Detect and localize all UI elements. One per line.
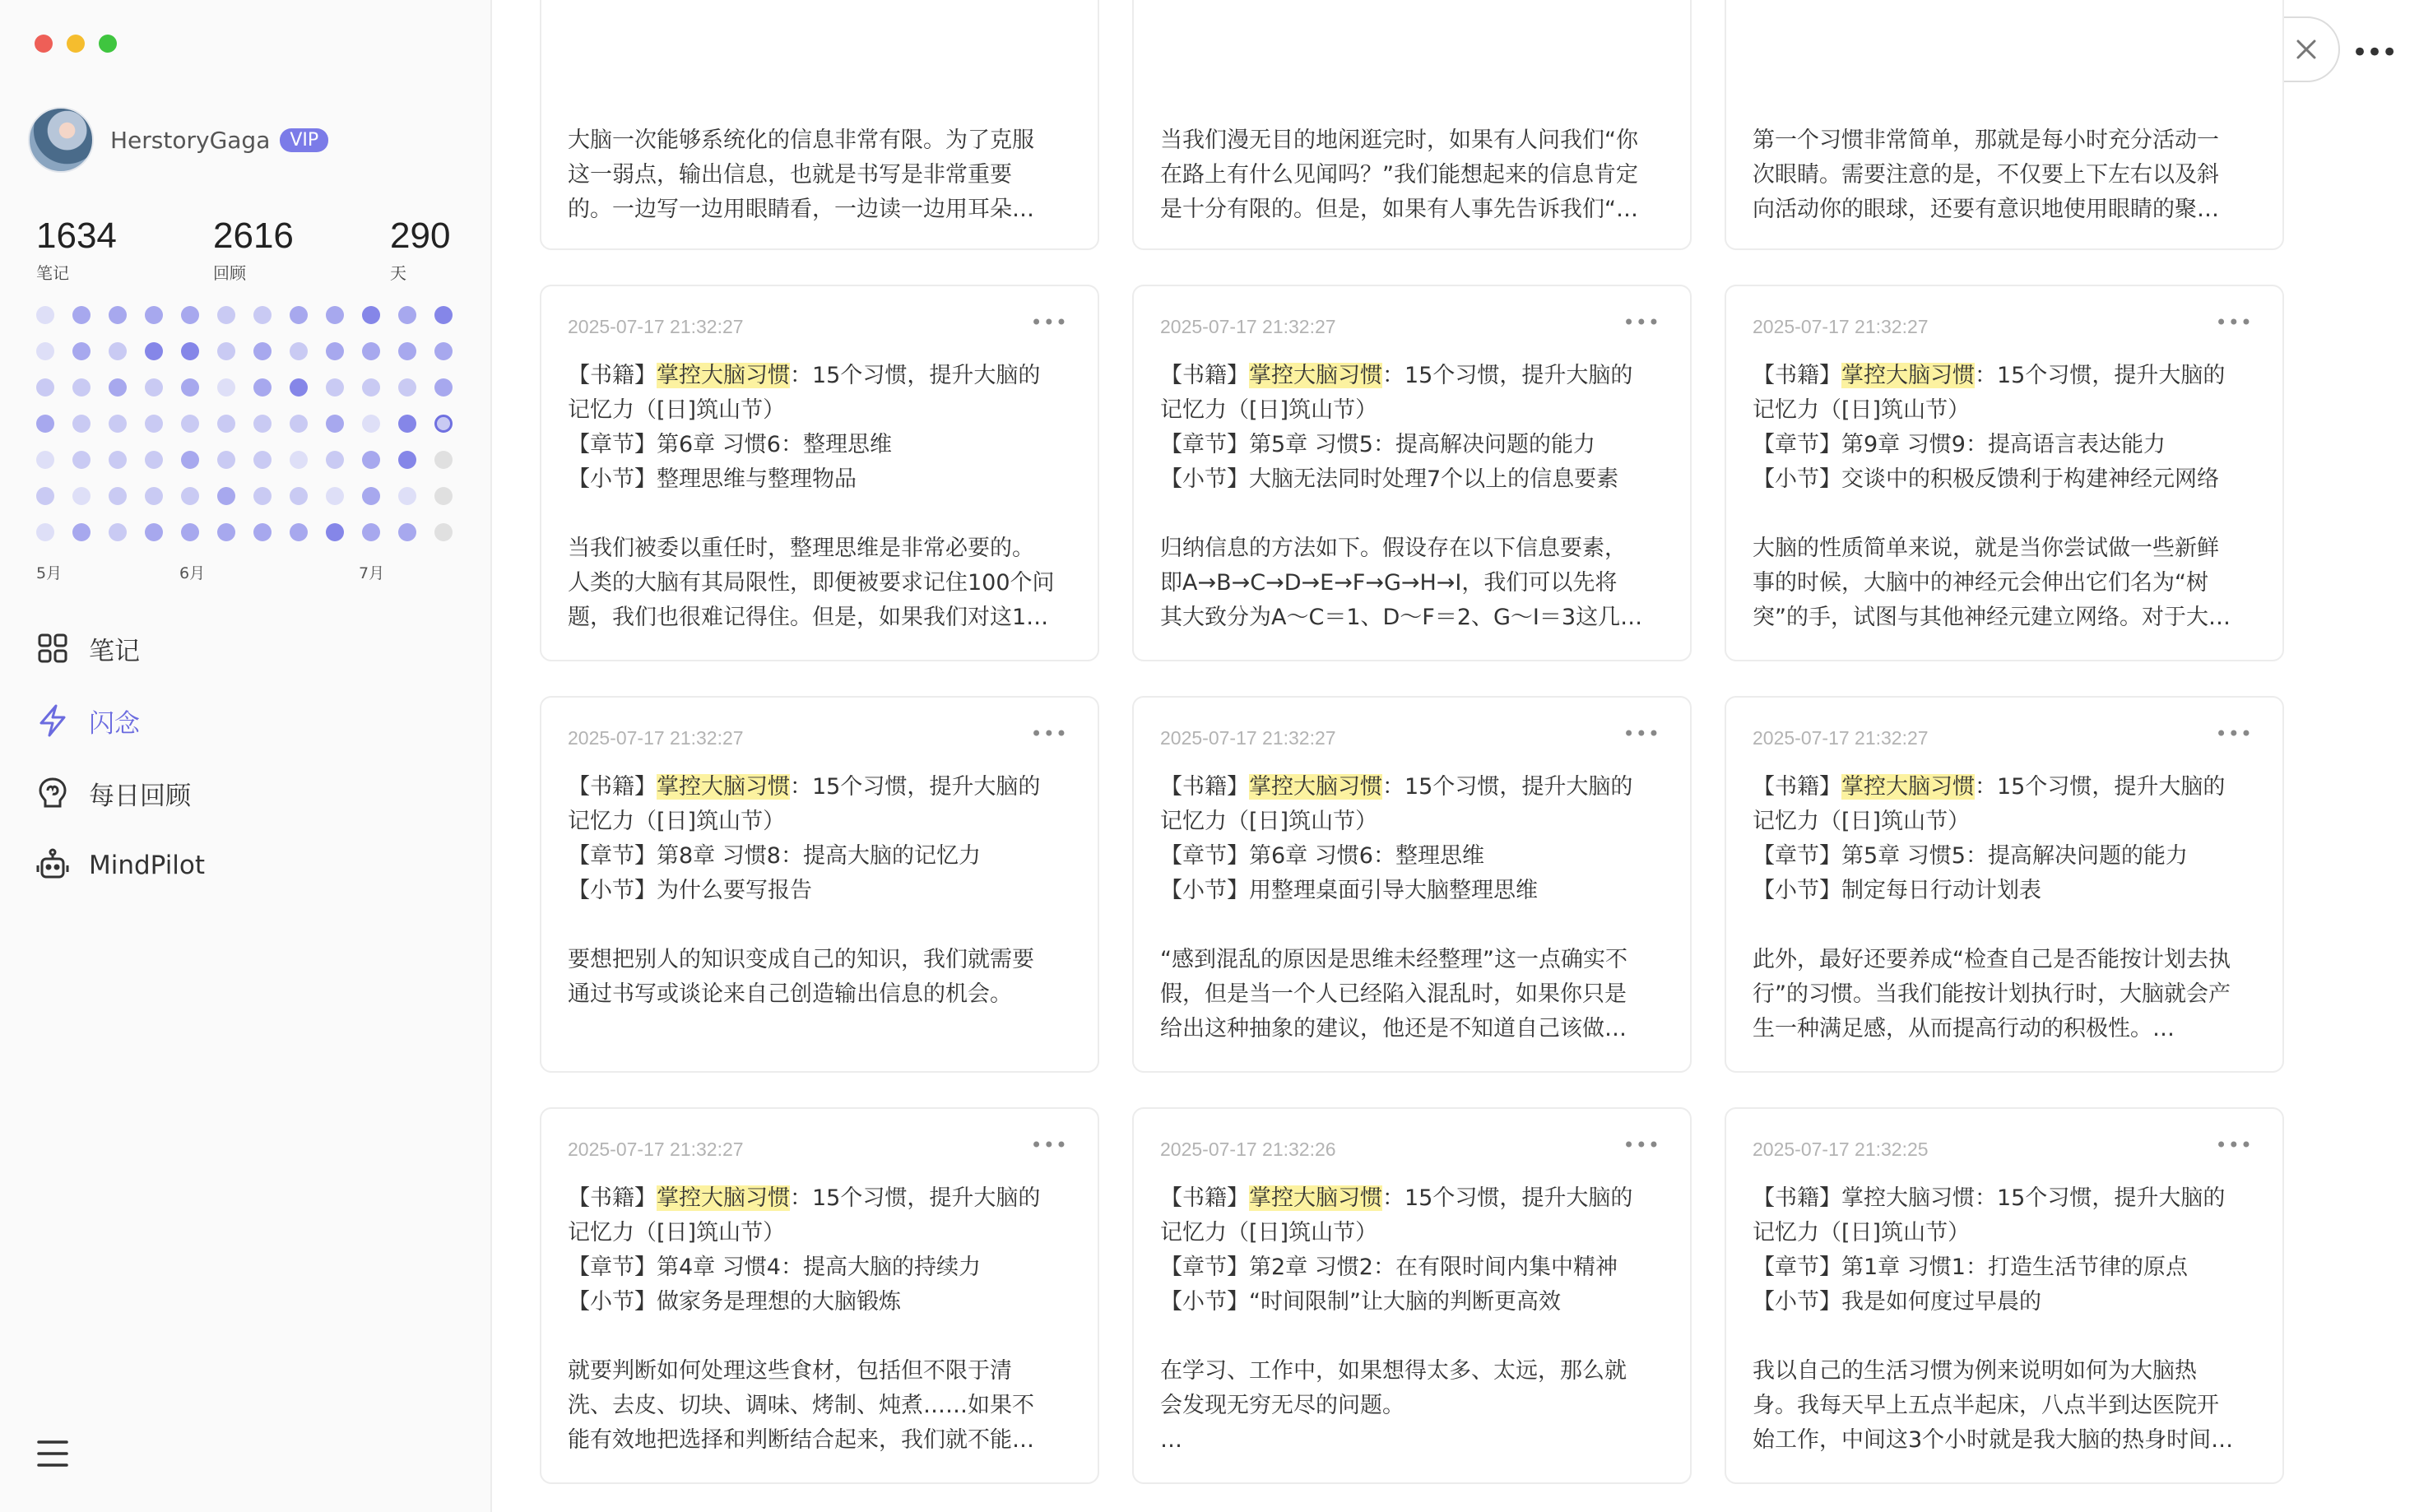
note-body [1160,359,1670,635]
heatmap-cell[interactable] [145,523,163,541]
card-more-icon[interactable]: ••• [1623,1134,1660,1157]
note-chapter-line: 【章节】第5章 习惯5：提高解决问题的能力 [1753,843,2188,869]
card-more-icon[interactable]: ••• [2215,722,2253,745]
heatmap-cell[interactable] [290,451,308,469]
note-text-line: 会发现无穷无尽的问题。 [1160,1393,1405,1418]
heatmap-cell[interactable] [145,415,163,433]
note-book-line2-line: 记忆力（[日]筑山节） [1753,809,1971,834]
sidebar-item-label: MindPilot [89,851,206,880]
heatmap-cell[interactable] [326,342,344,360]
note-book-line2-line: 记忆力（[日]筑山节） [568,1220,786,1245]
note-section-line: 【小节】我是如何度过早晨的 [1753,1289,2041,1315]
heatmap-cell[interactable] [72,523,91,541]
note-section-line: 【小节】“时间限制”让大脑的判断更高效 [1160,1289,1561,1315]
note-text-line: 通过书写或谈论来自己创造输出信息的机会。 [568,981,1012,1007]
sidebar-item-label: 每日回顾 [89,781,191,811]
heatmap-cell[interactable] [217,306,235,324]
note-text-line: 这一弱点，输出信息，也就是书写是非常重要 [568,162,1012,188]
note-text-line: 此外，最好还要养成“检查自己是否能按计划去执 [1753,947,2231,972]
heatmap-cell[interactable] [434,487,453,505]
heatmap-cell[interactable] [398,306,416,324]
user-profile[interactable] [28,107,328,173]
heatmap-cell[interactable] [398,342,416,360]
sidebar-nav [35,612,205,902]
stats-panel [36,216,464,290]
note-card[interactable] [1725,285,2284,661]
paragraph-gap [1160,1320,1670,1354]
paragraph-gap [568,908,1078,943]
note-chapter-line: 【章节】第5章 习惯5：提高解决问题的能力 [1160,432,1595,457]
heatmap-cell[interactable] [109,415,127,433]
activity-heatmap [36,306,464,553]
lightning-icon [35,703,71,739]
note-text-line: 假，但是当一个人已经陷入混乱时，如果你只是 [1160,981,1627,1007]
heatmap-cell[interactable] [290,415,308,433]
minimize-window-button[interactable] [67,35,85,53]
close-window-button[interactable] [35,35,53,53]
stat-value: 1634 [36,216,117,256]
note-body [1160,123,1670,227]
note-chapter-line: 【章节】第2章 习惯2：在有限时间内集中精神 [1160,1255,1618,1280]
note-chapter-line: 【章节】第8章 习惯8：提高大脑的记忆力 [568,843,981,869]
paragraph-gap [1160,908,1670,943]
heatmap-cell[interactable] [181,306,199,324]
heatmap-cell[interactable] [326,415,344,433]
note-chapter-line: 【章节】第6章 习惯6：整理思维 [568,432,892,457]
note-timestamp: 2025-07-17 21:32:25 [1753,1139,1929,1160]
note-body [1753,123,2263,227]
book-prefix: 【书籍】 [1160,774,1249,800]
heatmap-cell[interactable] [217,451,235,469]
book-title-rest: ：15个习惯，提升大脑的 [1382,774,1633,800]
heatmap-cell[interactable] [290,487,308,505]
main-content [494,0,2419,1512]
heatmap-cell[interactable] [36,342,54,360]
note-timestamp: 2025-07-17 21:32:26 [1160,1139,1336,1160]
note-card[interactable] [1132,1107,1692,1484]
heatmap-cell[interactable] [72,451,91,469]
heatmap-cell[interactable] [253,306,272,324]
heatmap-cell[interactable] [109,487,127,505]
note-book-line [1160,1181,1670,1216]
menu-icon[interactable] [36,1438,69,1469]
note-card[interactable] [1132,285,1692,661]
note-card[interactable] [540,285,1099,661]
heatmap-cell[interactable] [434,306,453,324]
note-chapter-line: 【章节】第6章 习惯6：整理思维 [1160,843,1484,869]
note-book-line [568,1181,1078,1216]
heatmap-cell[interactable] [72,378,91,397]
note-book-line2-line: 记忆力（[日]筑山节） [568,809,786,834]
heatmap-cell[interactable] [181,487,199,505]
heatmap-cell[interactable] [290,306,308,324]
note-section-line: 【小节】做家务是理想的大脑锻炼 [568,1289,901,1315]
heatmap-cell[interactable] [36,451,54,469]
heatmap-cell[interactable] [434,378,453,397]
note-text-line: 行”的习惯。当我们能按计划执行时，大脑就会产 [1753,981,2231,1007]
note-timestamp: 2025-07-17 21:32:27 [568,1139,744,1160]
heatmap-cell[interactable] [72,415,91,433]
note-card[interactable] [1725,1107,2284,1484]
heatmap-cell[interactable] [326,487,344,505]
note-text-line: 第一个习惯非常简单，那就是每小时充分活动一 [1753,128,2219,153]
note-text-line: 题，我们也很难记得住。但是，如果我们对这1… [568,605,1049,630]
heatmap-cell[interactable] [181,378,199,397]
heatmap-cell[interactable] [145,451,163,469]
note-text-line: 始工作，中间这3个小时就是我大脑的热身时间… [1753,1427,2234,1453]
note-body [1753,770,2263,1046]
heatmap-cell[interactable] [181,415,199,433]
heatmap-cell[interactable] [109,523,127,541]
stat-label: 笔记 [36,263,69,283]
paragraph-gap [568,497,1078,531]
book-prefix: 【书籍】掌控大脑习惯：15个习惯，提升大脑的 [1753,1185,2226,1211]
note-text-line: 就要判断如何处理这些食材，包括但不限于清 [568,1358,1012,1384]
note-text-line: 即A→B→C→D→E→F→G→H→I，我们可以先将 [1160,570,1618,596]
note-book-line2-line: 记忆力（[日]筑山节） [1753,397,1971,423]
book-prefix: 【书籍】 [568,1185,657,1211]
note-text-line: 给出这种抽象的建议，他还是不知道自己该做… [1160,1016,1627,1041]
stat-notes [36,216,117,284]
paragraph-gap [1753,1320,2263,1354]
note-body [1160,770,1670,1046]
note-card[interactable] [540,1107,1099,1484]
note-book-line [1753,770,2263,805]
clear-search-icon[interactable] [2294,37,2319,62]
heatmap-cell[interactable] [398,487,416,505]
book-title-rest: ：15个习惯，提升大脑的 [790,774,1041,800]
book-prefix: 【书籍】 [568,774,657,800]
note-text-line: 归纳信息的方法如下。假设存在以下信息要素， [1160,536,1627,561]
note-text-line: 要想把别人的知识变成自己的知识，我们就需要 [568,947,1034,972]
sidebar-item-label: 闪念 [89,708,140,739]
month-label: 7月 [359,564,385,582]
sidebar-item-mindpilot[interactable] [35,829,205,902]
book-title-rest: ：15个习惯，提升大脑的 [1382,363,1633,388]
heatmap-cell[interactable] [362,306,380,324]
note-card[interactable] [1725,0,2284,250]
heatmap-today-cell[interactable] [434,415,453,433]
heatmap-cell[interactable] [145,378,163,397]
note-book-line2-line: 记忆力（[日]筑山节） [1753,1220,1971,1245]
search-highlight: 掌控大脑习惯 [657,774,790,800]
heatmap-cell[interactable] [290,378,308,397]
search-highlight: 掌控大脑习惯 [1841,774,1975,800]
heatmap-cell[interactable] [72,487,91,505]
heatmap-cell[interactable] [434,342,453,360]
note-text-line: 向活动你的眼球，还要有意识地使用眼睛的聚… [1753,197,2219,222]
note-text-line: 事的时候，大脑中的神经元会伸出它们名为“树 [1753,570,2208,596]
card-more-icon[interactable]: ••• [1030,722,1068,745]
vip-badge: VIP [280,128,328,152]
heatmap-cell[interactable] [362,451,380,469]
note-text-line: 我以自己的生活习惯为例来说明如何为大脑热 [1753,1358,2197,1384]
card-more-icon[interactable]: ••• [1623,722,1660,745]
card-more-icon[interactable]: ••• [1030,311,1068,334]
note-text-line: 身。我每天早上五点半起床，八点半到达医院开 [1753,1393,2219,1418]
note-book-line [568,359,1078,393]
note-body [1753,1181,2263,1458]
heatmap-cell[interactable] [398,378,416,397]
heatmap-cell[interactable] [362,487,380,505]
note-card[interactable] [1132,0,1692,250]
note-body [568,1181,1078,1458]
card-more-icon[interactable]: ••• [1623,311,1660,334]
search-highlight: 掌控大脑习惯 [1249,363,1382,388]
sidebar-item-daily-review[interactable] [35,757,205,829]
paragraph-gap [1160,497,1670,531]
note-card[interactable] [540,696,1099,1073]
heatmap-cell[interactable] [434,451,453,469]
note-text-line: 当我们被委以重任时，整理思维是非常必要的。 [568,536,1034,561]
zoom-window-button[interactable] [99,35,117,53]
heatmap-cell[interactable] [434,523,453,541]
heatmap-cell[interactable] [36,415,54,433]
month-label: 5月 [36,564,63,582]
heatmap-cell[interactable] [362,378,380,397]
heatmap-cell[interactable] [362,415,380,433]
note-book-line [1160,359,1670,393]
note-chapter-line: 【章节】第1章 习惯1：打造生活节律的原点 [1753,1255,2188,1280]
book-title-rest: ：15个习惯，提升大脑的 [1975,363,2226,388]
card-more-icon[interactable]: ••• [2215,1134,2253,1157]
sidebar-item-flash[interactable] [35,684,205,757]
note-card[interactable] [1132,696,1692,1073]
heatmap-cell[interactable] [253,487,272,505]
note-text-line: “感到混乱的原因是思维未经整理”这一点确实不 [1160,947,1627,972]
heatmap-cell[interactable] [253,342,272,360]
note-body [1160,1181,1670,1458]
note-book-line [1753,359,2263,393]
heatmap-cell[interactable] [145,487,163,505]
note-book-line [1160,770,1670,805]
note-body [568,770,1078,1012]
stat-reviews [213,216,294,284]
heatmap-cell[interactable] [181,451,199,469]
heatmap-cell[interactable] [145,306,163,324]
note-text-line: 突”的手，试图与其他神经元建立网络。对于大… [1753,605,2231,630]
note-body [568,123,1078,227]
card-more-icon[interactable]: ••• [1030,1134,1068,1157]
search-highlight: 掌控大脑习惯 [657,363,790,388]
note-text-line: 人类的大脑有其局限性，即便被要求记住100个问 [568,570,1055,596]
note-text-line: 其大致分为A～C＝1、D～F＝2、G～I＝3这几… [1160,605,1643,630]
note-timestamp: 2025-07-17 21:32:27 [568,727,744,749]
note-section-line: 【小节】用整理桌面引导大脑整理思维 [1160,878,1538,903]
heatmap-cell[interactable] [36,487,54,505]
heatmap-cell[interactable] [72,342,91,360]
note-section-line: 【小节】交谈中的积极反馈利于构建神经元网络 [1753,466,2219,492]
heatmap-cell[interactable] [290,342,308,360]
note-book-line [568,770,1078,805]
month-label: 6月 [179,564,206,582]
note-section-line: 【小节】大脑无法同时处理7个以上的信息要素 [1160,466,1619,492]
note-body [568,359,1078,635]
heatmap-cell[interactable] [290,523,308,541]
heatmap-cell[interactable] [217,342,235,360]
heatmap-cell[interactable] [181,523,199,541]
heatmap-cell[interactable] [253,378,272,397]
username: HerstoryGaga [110,126,271,154]
card-more-icon[interactable]: ••• [2215,311,2253,334]
heatmap-cell[interactable] [326,451,344,469]
note-text-line: 大脑的性质简单来说，就是当你尝试做一些新鲜 [1753,536,2219,561]
note-text-line: 在学习、工作中，如果想得太多、太远，那么就 [1160,1358,1627,1384]
note-book-line2-line: 记忆力（[日]筑山节） [568,397,786,423]
note-timestamp: 2025-07-17 21:32:27 [1160,727,1336,749]
search-highlight: 掌控大脑习惯 [1841,363,1975,388]
note-text-line: 洗、去皮、切块、调味、烤制、炖煮……如果不 [568,1393,1034,1418]
search-highlight: 掌控大脑习惯 [1249,1185,1382,1211]
note-book-line2-line: 记忆力（[日]筑山节） [1160,809,1378,834]
note-book-line [1753,1181,2263,1216]
heatmap-cell[interactable] [217,523,235,541]
note-text-line: 的。一边写一边用眼睛看，一边读一边用耳朵… [568,197,1034,222]
heatmap-cell[interactable] [362,523,380,541]
heatmap-cell[interactable] [326,306,344,324]
heatmap-cell[interactable] [326,523,344,541]
note-timestamp: 2025-07-17 21:32:27 [1753,316,1929,337]
note-timestamp: 2025-07-17 21:32:27 [1160,316,1336,337]
heatmap-cell[interactable] [109,378,127,397]
note-text-line: 生一种满足感，从而提高行动的积极性。… [1753,1016,2175,1041]
search-highlight: 掌控大脑习惯 [657,1185,790,1211]
book-prefix: 【书籍】 [1160,363,1249,388]
heatmap-cell[interactable] [398,415,416,433]
brain-bulb-icon [35,775,71,811]
window-controls [35,35,117,53]
note-section-line: 【小节】整理思维与整理物品 [568,466,857,492]
stat-label: 天 [390,263,406,283]
note-text-line: … [1160,1427,1182,1453]
note-section-line: 【小节】制定每日行动计划表 [1753,878,2041,903]
heatmap-cell[interactable] [326,378,344,397]
stat-value: 2616 [213,216,294,256]
heatmap-cell[interactable] [217,487,235,505]
note-text-line: 是十分有限的。但是，如果有人事先告诉我们“… [1160,197,1638,222]
note-card[interactable] [540,0,1099,250]
note-text-line: 大脑一次能够系统化的信息非常有限。为了克服 [568,128,1034,153]
heatmap-cell[interactable] [109,306,127,324]
book-prefix: 【书籍】 [1160,1185,1249,1211]
heatmap-cell[interactable] [36,523,54,541]
stat-value: 290 [390,216,451,256]
book-title-rest: ：15个习惯，提升大脑的 [790,363,1041,388]
heatmap-cell[interactable] [253,415,272,433]
heatmap-cell[interactable] [72,306,91,324]
paragraph-gap [1753,908,2263,943]
note-text-line: 在路上有什么见闻吗？”我们能想起来的信息肯定 [1160,162,1638,188]
book-title-rest: ：15个习惯，提升大脑的 [1975,774,2226,800]
paragraph-gap [1753,497,2263,531]
book-title-rest: ：15个习惯，提升大脑的 [790,1185,1041,1211]
more-options-icon[interactable]: ••• [2352,36,2397,69]
heatmap-cell[interactable] [36,306,54,324]
note-book-line2-line: 记忆力（[日]筑山节） [1160,1220,1378,1245]
book-prefix: 【书籍】 [1753,363,1841,388]
heatmap-cell[interactable] [253,451,272,469]
robot-icon [35,847,71,884]
heatmap-cell[interactable] [217,415,235,433]
stat-days [390,216,450,284]
heatmap-cell[interactable] [145,342,163,360]
note-text-line: 能有效地把选择和判断结合起来，我们就不能… [568,1427,1034,1453]
grid-icon [35,630,71,666]
search-highlight: 掌控大脑习惯 [1249,774,1382,800]
paragraph-gap [568,1320,1078,1354]
note-section-line: 【小节】为什么要写报告 [568,878,812,903]
heatmap-cell[interactable] [398,523,416,541]
note-timestamp: 2025-07-17 21:32:27 [568,316,744,337]
book-prefix: 【书籍】 [1753,774,1841,800]
note-text-line: 当我们漫无目的地闲逛完时，如果有人问我们“你 [1160,128,1638,153]
sidebar-item-label: 笔记 [89,636,140,666]
heatmap-cell[interactable] [253,523,272,541]
note-chapter-line: 【章节】第9章 习惯9：提高语言表达能力 [1753,432,2166,457]
note-book-line2-line: 记忆力（[日]筑山节） [1160,397,1378,423]
stat-label: 回顾 [213,263,246,283]
heatmap-cell[interactable] [398,451,416,469]
heatmap-cell[interactable] [36,378,54,397]
heatmap-cell[interactable] [217,378,235,397]
heatmap-months [36,561,464,582]
note-card[interactable] [1725,696,2284,1073]
note-timestamp: 2025-07-17 21:32:27 [1753,727,1929,749]
book-prefix: 【书籍】 [568,363,657,388]
heatmap-cell[interactable] [109,342,127,360]
heatmap-cell[interactable] [109,451,127,469]
heatmap-cell[interactable] [362,342,380,360]
sidebar [0,0,492,1512]
sidebar-item-notes[interactable] [35,612,205,684]
note-text-line: 次眼睛。需要注意的是，不仅要上下左右以及斜 [1753,162,2219,188]
note-body [1753,359,2263,635]
avatar[interactable] [28,107,94,173]
heatmap-cell[interactable] [181,342,199,360]
note-chapter-line: 【章节】第4章 习惯4：提高大脑的持续力 [568,1255,981,1280]
book-title-rest: ：15个习惯，提升大脑的 [1382,1185,1633,1211]
